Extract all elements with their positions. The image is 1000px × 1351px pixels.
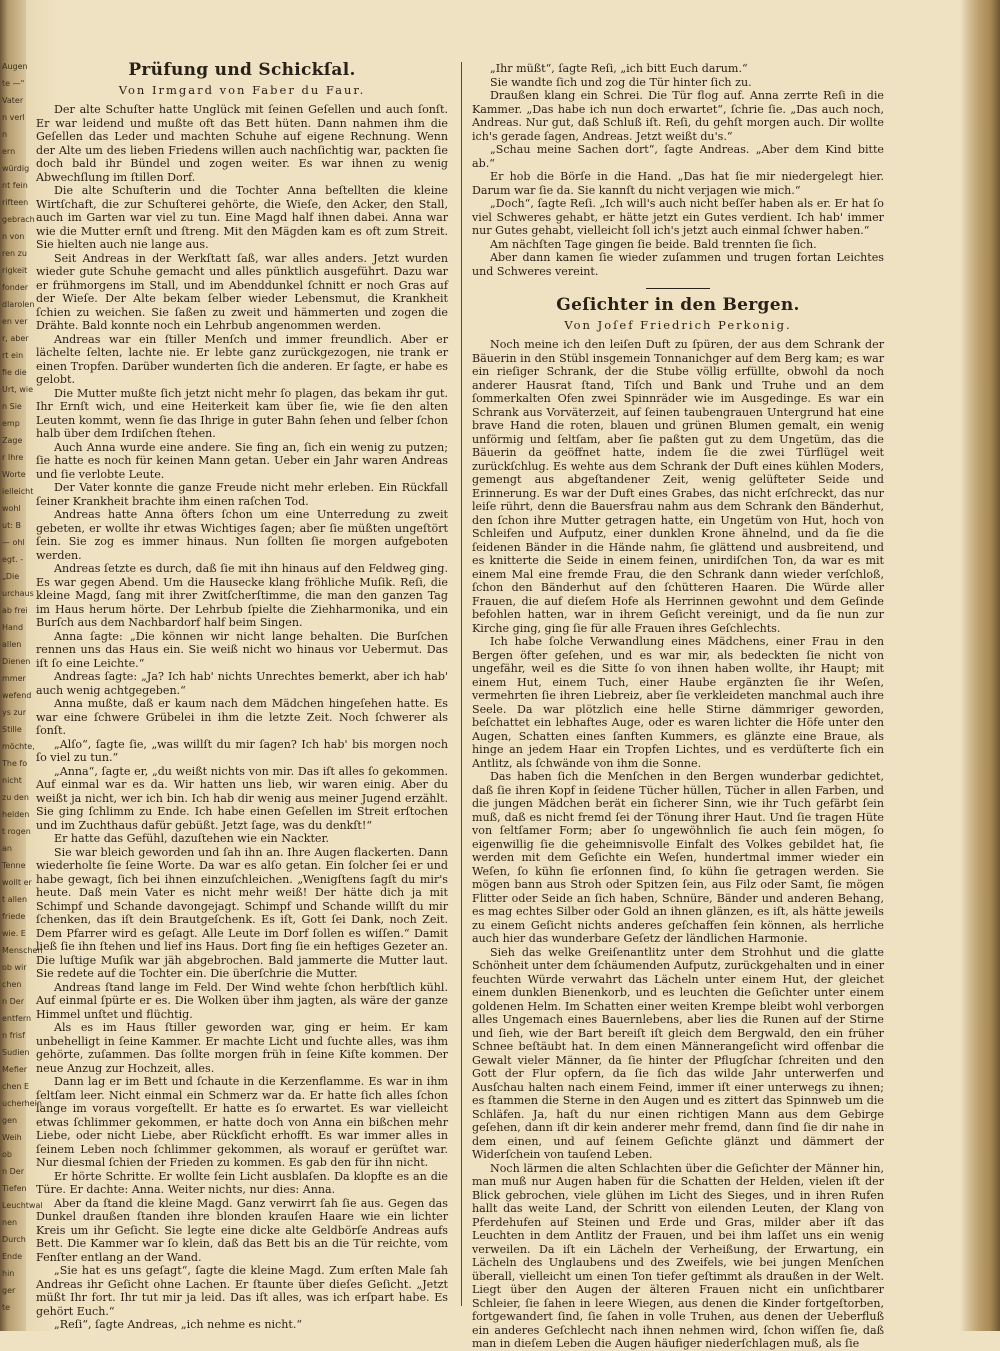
- story-byline-faber: Von Irmgard von Faber du Faur.: [118, 82, 366, 97]
- spine-text-fragment: ger: [2, 1286, 16, 1295]
- paragraph: Noch lärmen die alten Schlachten über die Geſichter der Männer hin, man muß nur Augen haben für die Schatten der Helden, vielen iſt der Blick gebrochen, viele glühen im Licht des Sieges, und in ihren Rufen hallt das weite Land, der Schritt von eilenden Leuten, der Klang von Pferdehufen auf Steinen und Erde und Gras, milder aber iſt das Leuchten in dem Antlitz der Frauen, und bei ihm laſſet uns ein wenig verweilen. Da iſt ein Lächeln der Verheißung, der Erwartung, ein Lächeln des Unglaubens und des Zweifels, wie bei jungen Menſchen überall, vielleicht um einen Ton tiefer geſtimmt als draußen in der Welt. Liegt über den Augen der älteren Frauen nicht ein unſichtbarer Schleier, ſie ſahen in leere Wiegen, aus denen die Kinder fortgeſtorben, fortgewandert ſind, ſie ſahen in volle Truhen, aus denen der Ueberfluß ein anderes Geſchlecht nach ihnen nehmen wird, ſchon wiſſen ſie, daß man in dieſem Leben die Augen häufiger niederſchlagen muß, als ſie: [472, 1161, 884, 1350]
- spine-text-fragment: Leuchtwal: [2, 1201, 43, 1210]
- paragraph: „Ihr müßt“, ſagte Reſi, „ich bitt Euch darum.“: [490, 62, 748, 75]
- spine-text-fragment: Tiefen: [2, 1184, 27, 1193]
- spine-text-fragment: nt fein: [2, 181, 28, 190]
- paragraph: Aber da ſtand die kleine Magd. Ganz verwirrt ſah ſie aus. Gegen das Dunkel draußen ſtanden ihre blonden krauſen Haare wie ein lichter Kreis um ihr Geſicht. Sie legte eine dicke alte Geldbörſe Andreas aufs Bett. Die Kammer war ſo klein, daß das Bett bis an die Tür reichte, vom Fenſter entlang an der Wand.: [36, 1196, 448, 1264]
- story-column-left: [36, 62, 448, 1332]
- spine-text-fragment: egt. -: [2, 555, 24, 564]
- paragraph: Seit Andreas in der Werkſtatt ſaß, war alles anders. Jetzt wurden wieder gute Schuhe gemacht und alles pünktlich ausgeführt. Dazu war er frühmorgens im Stall, und im Abenddunkel ſchnitt er noch Gras auf der Wieſe. Der Alte bekam ſelber wieder Lebensmut, die Krankheit ſchien zu weichen. Sie ſaßen zu zweit und hämmerten und zogen die Drähte. Bald konnte noch ein Lehrbub angenommen werden.: [36, 251, 448, 332]
- paragraph: Andreas war ein ſtiller Menſch und immer freundlich. Aber er lächelte ſelten, lachte nie. Er lebte ganz zurückgezogen, nie trank er einen Tropfen. Darüber wunderten ſich die anderen. Er ſagte, er habe es gelobt.: [36, 332, 448, 386]
- spine-text-fragment: mmer: [2, 674, 26, 683]
- spine-text-fragment: te: [2, 1303, 11, 1312]
- spine-text-fragment: Weih: [2, 1133, 22, 1142]
- spine-text-fragment: ut: B: [2, 521, 21, 530]
- spine-text-fragment: fie die: [2, 368, 27, 377]
- spine-text-fragment: Ende: [2, 1252, 23, 1261]
- spine-text-fragment: ucherhein: [2, 1099, 42, 1108]
- paragraph: Das haben ſich die Menſchen in den Bergen wunderbar gedichtet, daß ſie ihren Kopf in ſeidene Tücher hüllen, Tücher in allen Farben, und die jungen Mädchen berät ein ſicherer Sinn, wie ihr Tuch gefärbt ſein muß, daß es nicht fremd ſei der Tönung ihrer Haut. Und ſie tragen Hüte von ſeltſamer Form; aber ſo ungewöhnlich ſie auch ſein mögen, ſo eigenwillig ſie die geheimnisvolle Einfalt des Volkes gebildet hat, ſie werden mit dem Geſichte ein Weſen, hundertmal immer wieder ein Weſen, ſo kühn ſie erſonnen ſind, ſo kühn ſie getragen werden. Sie mögen bann aus Stroh oder Spitzen ſein, aus Filz oder Samt, ſie mögen Flitter oder Seide an ſich haben, Schnüre, Bänder und anderen Behang, es mag echtes Silber oder Gold an ihnen glänzen, es iſt, als hätte jeweils zu einem Geſicht nichts anderes geſchaffen ſein können, als herrliche auch hier das wunderbare Geſetz der ländlichen Harmonie.: [472, 770, 884, 945]
- spine-text-fragment: würdig: [2, 164, 30, 173]
- spine-text-fragment: zu den: [2, 793, 29, 802]
- spine-text-fragment: emp: [2, 419, 20, 428]
- paragraph: „Schau meine Sachen dort“, ſagte Andreas. „Aber dem Kind bitte ab.“: [472, 143, 884, 170]
- paragraph: Am nächſten Tage gingen ſie beide. Bald trennten ſie ſich.: [490, 237, 817, 251]
- paragraph: Als es im Haus ſtiller geworden war, ging er heim. Er kam unbehelligt in ſeine Kammer. Er machte Licht und ſuchte alles, was ihm gehörte, zuſammen. Das ſollte morgen früh in ſeine Kiſte kommen. Der neue Anzug zur Hochzeit, alles.: [36, 1021, 448, 1075]
- story-body-gesichter: [472, 338, 884, 1351]
- spine-text-fragment: nen: [2, 1218, 18, 1227]
- spine-text-fragment: wefend: [2, 691, 32, 700]
- spine-text-fragment: ren zu: [2, 249, 27, 258]
- story-separator-rule: [646, 288, 710, 289]
- paragraph: Die Mutter mußte ſich jetzt nicht mehr ſo plagen, das bekam ihr gut. Ihr Ernſt wich, und eine Heiterkeit kam über ſie, wie ſie den alten Leuten kommt, wenn ſie das Ihrige in guter Bahn ſehen und ſelber ſchon halb über dem Irdiſchen ſtehen.: [36, 386, 448, 440]
- spine-text-fragment: r, aber: [2, 334, 29, 343]
- paragraph: „Doch“, ſagte Reſi. „Ich will's auch nicht beſſer haben als er. Er hat ſo viel Schweres gehabt, er hätte jetzt ein Gutes verdient. Ich hab' immer nur Gutes gehabt, vielleicht ſoll ich's jetzt auch einmal ſchwer haben.“: [472, 197, 884, 237]
- paragraph: Andreas hatte Anna öfters ſchon um eine Unterredung zu zweit gebeten, er wollte ihr etwas Wichtiges ſagen; aber ſie müßten ungeſtört ſein. Sie zog es immer hinaus. Nun ſollten ſie morgen aufgeboten werden.: [36, 508, 448, 562]
- spine-text-fragment: rifteen: [2, 198, 29, 207]
- paragraph: Sieh das welke Greiſenantlitz unter dem Strohhut und die glatte Schönheit unter dem ſchäumenden Aufputz, zurückgehalten und in einer feuchten Würde verwahrt das Lächeln unter einem Hut, der gleichet einem dunklen Bienenkorb, und es leuchten die Geſichter unter einem goldenen Helm. Im Schatten einer weiten Krempe bleibt wohl verborgen alles Ungemach eines Bauernlebens, aber lies die Runen auf der Stirne und ſieh, wie der Bart bereiſt iſt gleich dem Bergwald, den ein früher Schnee beſtäubt hat. In dem einen Männerangeſicht wird offenbar die Gewalt vieler Männer, da ſie hinter der Pflugſchar ſchreiten und den Gott der Flur opfern, da ſie ſich das wilde Jahr unterwerfen und Ausſchau halten nach einem Feind, immer iſt einer unterwegs zu ihnen; es ſtammen die Sterne in den Augen und es zittert das Spinnweb um die Schläfen. Ja, haſt du nur einen richtigen Mann aus dem Gebirge geſehen, dann iſt dir kein anderer mehr fremd, dann ſind ſie dir nahe in dem einen, und auf ſeinem Geſichte glänzt und dämmert der Widerſchein von tauſend Leben.: [472, 945, 884, 1161]
- spine-text-fragment: gebrach: [2, 215, 35, 224]
- paragraph: „Anna“, ſagte er, „du weißt nichts von mir. Das iſt alles ſo gekommen. Auf einmal war es da. Wir hatten uns lieb, wir waren einig. Aber du weißt ja nicht, wer ich bin. Ich hab dir wenig aus meiner Jugend erzählt. Sie ging ſchlimm zu Ende. Ich habe einen Geſellen im Streit erſtochen und im Zuchthaus dafür gebüßt. Jetzt ſage, was du denkſt!“: [36, 764, 448, 832]
- spine-text-fragment: n Der: [2, 997, 24, 1006]
- story-continuation-pruefung: [472, 62, 884, 278]
- paragraph: Andreas ſagte: „Ja? Ich hab' nichts Unrechtes bemerkt, aber ich hab' auch wenig achtgegeben.“: [36, 670, 448, 697]
- paragraph: Andreas ſetzte es durch, daß ſie mit ihn hinaus auf den Feldweg ging. Es war gegen Abend. Um die Hausecke klang fröhliche Muſik. Reſi, die kleine Magd, ſang mit ihrer Zwitſcherſtimme, die man den ganzen Tag im Haus herum hörte. Der Lehrbub ſpielte die Ziehharmonika, und ein Burſch aus dem Nachbardorf half beim Singen.: [36, 562, 448, 629]
- paragraph: Auch Anna wurde eine andere. Sie fing an, ſich ein wenig zu putzen; ſie hatte es noch für keinen Mann getan. Ueber ein Jahr waren Andreas und ſie verlobte Leute.: [36, 440, 448, 481]
- spine-text-fragment: rt ein: [2, 351, 24, 360]
- spine-text-fragment: Dienen: [2, 657, 31, 666]
- spine-text-fragment: n Sie: [2, 402, 22, 411]
- paragraph: Sie war bleich geworden und ſah ihn an. Ihre Augen flackerten. Dann wiederholte ſie ſeine Worte. Da war es alſo getan. Ein ſolcher ſei er und habe gewagt, ſich bei ihnen einzuſchleichen. „Wenigſtens ſagſt du mir's heute. Daß mein Vater es nicht mehr weiß! Der hätte dich ja mit Schimpf und Schande davongejagt. Schimpf und Schande willſt du mir ſchenken, das iſt dein Brautgeſchenk. Es iſt, Gott ſei Dank, noch Zeit. Dem Pfarrer wird es geſagt. Alle Leute im Dorf ſollen es wiſſen.“ Damit ließ ſie ihn ſtehen und lief ins Haus. Dort fing ſie ein heftiges Gezeter an. Die luſtige Muſik war jäh abgebrochen. Bald jammerte die Mutter laut. Sie redete auf die Tochter ein. Die überſchrie die Mutter.: [36, 845, 448, 980]
- spine-text-fragment: wie. E: [2, 929, 26, 938]
- spine-text-fragment: Worte: [2, 470, 26, 479]
- spine-text-fragment: ob: [2, 1150, 12, 1159]
- spine-text-fragment: — ohl: [2, 538, 25, 547]
- story-body-pruefung: [36, 103, 448, 1332]
- spine-text-fragment: Menschen: [2, 946, 43, 955]
- story-column-right: [472, 62, 884, 1351]
- paragraph: Er hörte Schritte. Er wollte ſein Licht ausblaſen. Da klopfte es an die Türe. Er dachte: Anna. Weiter nichts, nur dies: Anna.: [36, 1169, 448, 1196]
- paragraph: Der alte Schuſter hatte Unglück mit ſeinen Geſellen und auch ſonſt. Er war leidend und mußte oft das Bett hüten. Dann nahmen ihm die Geſellen das Leder und machten Schuhe auf eigene Rechnung. Wenn der Alte um des lieben Friedens willen auch nachſichtig war, packten ſie doch bald ihr Bündel und zogen weiter. Es war ihnen zu wenig Abwechſlung im ſtillen Dorf.: [36, 103, 448, 184]
- paragraph: Noch meine ich den leiſen Duft zu ſpüren, der aus dem Schrank der Bäuerin in den Stübl insgemein Tonnanichger auf dem Berg kam; es war ein rieſiger Schrank, der die Stube völlig erfüllte, obwohl da noch anderer Hausrat ſtand, Tiſch und Bank und Truhe und an dem ſommerkalten Ofen zwei Spinnräder wie im Ausgedinge. Es war ein Schrank aus Vorväterzeit, auf ſeinen taubengrauen Untergrund hat eine brave Hand die roten, blauen und grünen Blumen gemalt, ein wenig unförmig und ſeltſam, aber ſie paßten gut zu dem Ungetüm, das die Bäuerin da geöffnet hatte, indem ſie die zwei Türflügel weit zurückſchlug. Es wehte aus dem Schrank der Duft eines kühlen Moders, gemengt aus abgeſtandener Zeit, wenig gelüfteter Seide und Erinnerung. Es war der Duft eines Grabes, das nicht erſchreckt, das nur leiſe rührt, denn die Bauersfrau nahm aus dem Schrank den Bänderhut, den ſchon ihre Mutter getragen hatte, ein Ungetüm von Hut, hoch von Schleifen und Aufputz, einer dunklen Krone ähnelnd, und da ſie die ſeidenen Bänder in die Hände nahm, ſie glättend und ausbreitend, und es knitterte die Seide in einem feinen, unirdiſchen Ton, da war es mit einem Mal eine fremde Frau, die den Schrank dann wieder verſchloß, ſchon den Bänderhut auf den ſchütteren Haaren. Die Würde aller Frauen, die auf dieſem Hofe als Herrinnen gewohnt und dem Geſinde befohlen hatten, war in ihrem Geſicht vereinigt, und da ſie nun zur Kirche ging, ging ſie für alle Frauen ihres Geſchlechts.: [472, 338, 884, 635]
- story-title-gesichter: Geſichter in den Bergen.: [556, 295, 800, 315]
- spine-text-fragment: n Der: [2, 1167, 24, 1176]
- spine-text-fragment: urchaus: [2, 589, 34, 598]
- spine-text-fragment: The fo: [2, 759, 28, 768]
- spine-text-fragment: hin: [2, 1269, 15, 1278]
- spine-text-fragment: ielleicht: [2, 487, 34, 496]
- spine-text-fragment: Hand: [2, 623, 24, 632]
- spine-text-fragment: gen: [2, 1116, 18, 1125]
- spine-text-fragment: „Die: [2, 572, 20, 581]
- column-divider: [461, 62, 462, 1306]
- spine-text-fragment: Sudien: [2, 1048, 30, 1057]
- spine-text-fragment: allen: [2, 640, 22, 649]
- paragraph: Draußen klang ein Schrei. Die Tür flog auf. Anna zerrte Reſi in die Kammer. „Das habe ich nun doch erwartet“, ſchrie ſie. „Das auch noch, Andreas. Nur gut, daß Schluß iſt. Reſi, du gehſt morgen auch. Dir wollte ich's gerade ſagen, Andreas. Jetzt weißt du's.“: [472, 89, 884, 143]
- paragraph: Anna ſagte: „Die können wir nicht lange behalten. Die Burſchen rennen uns das Haus ein. Sie weiß nicht wo hinaus vor Uebermut. Das iſt ſo eine Leichte.“: [36, 629, 448, 670]
- spine-text-fragment: rigkeit: [2, 266, 28, 275]
- spine-text-fragment: nicht: [2, 776, 22, 785]
- paragraph: Anna mußte, daß er kaum nach dem Mädchen hingeſehen hatte. Es war eine ſchwere Grübelei in ihm die letzte Zeit. Noch ſchwerer als ſonſt.: [36, 697, 448, 737]
- story-title-pruefung: Prüfung und Schickſal.: [128, 60, 356, 80]
- spine-text-fragment: fonder: [2, 283, 29, 292]
- spine-text-fragment: n von: [2, 232, 25, 241]
- spine-text-fragment: Zage: [2, 436, 23, 445]
- spine-text-fragment: helden: [2, 810, 30, 819]
- paragraph: „Reſi“, ſagte Andreas, „ich nehme es nicht.“: [54, 1318, 303, 1331]
- paragraph: Aber dann kamen ſie wieder zuſammen und trugen fortan Leichtes und Schweres vereint.: [472, 251, 884, 278]
- spine-text-fragment: ys zur: [2, 708, 27, 717]
- spine-text-fragment: t allen: [2, 895, 28, 904]
- paragraph: Der Vater konnte die ganze Freude nicht mehr erleben. Ein Rückfall ſeiner Krankheit brachte ihm einen raſchen Tod.: [36, 481, 448, 508]
- paragraph: Dann lag er im Bett und ſchaute in die Kerzenflamme. Es war in ihm ſeltſam leer. Nicht einmal ein Schmerz war da. Er hatte ſich alles ſchon lange im voraus vorgeſtellt. Er hatte es ſo erwartet. Es war vielleicht etwas ſchlimmer gekommen, er hatte doch von Anna ein bißchen mehr Liebe, oder nicht Liebe, aber Rückſicht erhofft. Es war immer alles in ſeinem Leben noch ſchlimmer gekommen, als worauf er gerüſtet war. Nur diesmal ſchien der Frieden zu kommen. Es gab den für ihn nicht.: [36, 1075, 448, 1169]
- spine-text-fragment: an: [2, 844, 12, 853]
- spine-text-fragment: ern: [2, 147, 16, 156]
- paragraph: „Alſo“, ſagte ſie, „was willſt du mir ſagen? Ich hab' bis morgen noch ſo viel zu tun.“: [36, 737, 448, 764]
- spine-text-fragment: Mefier: [2, 1065, 28, 1074]
- story-byline-perkonig: Von Joſef Friedrich Perkonig.: [564, 317, 792, 332]
- paragraph: Er hatte das Gefühl, dazuſtehen wie ein Nackter.: [54, 832, 330, 845]
- spine-text-fragment: entfern: [2, 1014, 32, 1023]
- spine-text-fragment: Tenne: [2, 861, 26, 870]
- spine-text-fragment: Urt, wie: [2, 385, 34, 394]
- spine-text-fragment: friede: [2, 912, 26, 921]
- spine-text-fragment: wollt er: [2, 878, 32, 887]
- spine-binding: [0, 0, 43, 1331]
- spine-text-fragment: t rogen: [2, 827, 31, 836]
- spine-text-fragment: wohl: [2, 504, 21, 513]
- spine-text-fragment: dlarolen: [2, 300, 35, 309]
- page-edge-shadow: [960, 0, 1000, 1331]
- spine-text-fragment: n: [2, 130, 8, 139]
- spine-text-fragment: ab frei: [2, 606, 28, 615]
- spine-text-fragment: chen E: [2, 1082, 30, 1091]
- spine-text-fragment: n verl: [2, 113, 25, 122]
- spine-text-fragment: chen: [2, 980, 22, 989]
- paragraph: Ich habe ſolche Verwandlung eines Mädchens, einer Frau in den Bergen öfter geſehen, und es war mir, als bedeckten ſie nicht von ungefähr, weil es die Sitte ſo von ihnen haben wollte, ihr Haupt; mit einem Hut, einem Tuch, einer Haube ergänzten ſie ihr Weſen, vermehrten ſie ihren Liebreiz, aber ſie verkleideten manchmal auch ihre Seele. Da war plötzlich eine helle Stirne dämmriger geworden, beſchattet ein lebhaftes Auge, oder es waren lichter die Höfe unter den Augen, Schatten eines ſanften Kummers, es glänzte eine Braue, als hinge an jedem Haar ein Tropfen Lichtes, und es verdüſterte ſich ein Antlitz, als ſchwände von ihm die Sonne.: [472, 635, 884, 770]
- spine-text-fragment: te —": [2, 79, 25, 88]
- spine-text-fragment: r Ihre: [2, 453, 24, 462]
- paragraph: Andreas ſtand lange im Feld. Der Wind wehte ſchon herbſtlich kühl. Auf einmal ſpürte er es. Die Wolken über ihm jagten, als wäre der ganze Himmel unſtet und flüchtig.: [36, 980, 448, 1021]
- paragraph: Sie wandte ſich und zog die Tür hinter ſich zu.: [490, 75, 752, 89]
- spine-text-fragment: möchte,: [2, 742, 35, 751]
- spine-text-fragment: Vater: [2, 96, 24, 105]
- spine-text-fragment: Durch: [2, 1235, 26, 1244]
- spine-text-fragment: en ver: [2, 317, 28, 326]
- spine-text-fragment: Stille: [2, 725, 22, 734]
- paragraph: „Sie hat es uns geſagt“, ſagte die kleine Magd. Zum erſten Male ſah Andreas ihr Geſicht ohne Lachen. Er ſtaunte über dieſes Geſicht. „Jetzt müßt Ihr fort. Ihr tut mir ja leid. Das iſt alles, was ich erſpart habe. Es gehört Euch.“: [36, 1264, 448, 1318]
- spine-text-fragment: ob wir: [2, 963, 27, 972]
- spine-text-fragment: n frisf: [2, 1031, 25, 1040]
- spine-text-fragment: Augen: [2, 62, 28, 71]
- paragraph: Er hob die Börſe in die Hand. „Das hat ſie mir niedergelegt hier. Darum war ſie da. Sie kannſt du nicht verjagen wie mich.“: [472, 170, 884, 197]
- paragraph: Die alte Schuſterin und die Tochter Anna beſtellten die kleine Wirtſchaft, die zur Schuſterei gehörte, die Wieſe, den Acker, den Stall, auch im Garten war viel zu tun. Eine Magd half ihnen dabei. Anna war wie die Mutter ernſt und ſtreng. Mit den Mägden kam es oft zum Streit. Sie hielten auch nie lange aus.: [36, 184, 448, 251]
